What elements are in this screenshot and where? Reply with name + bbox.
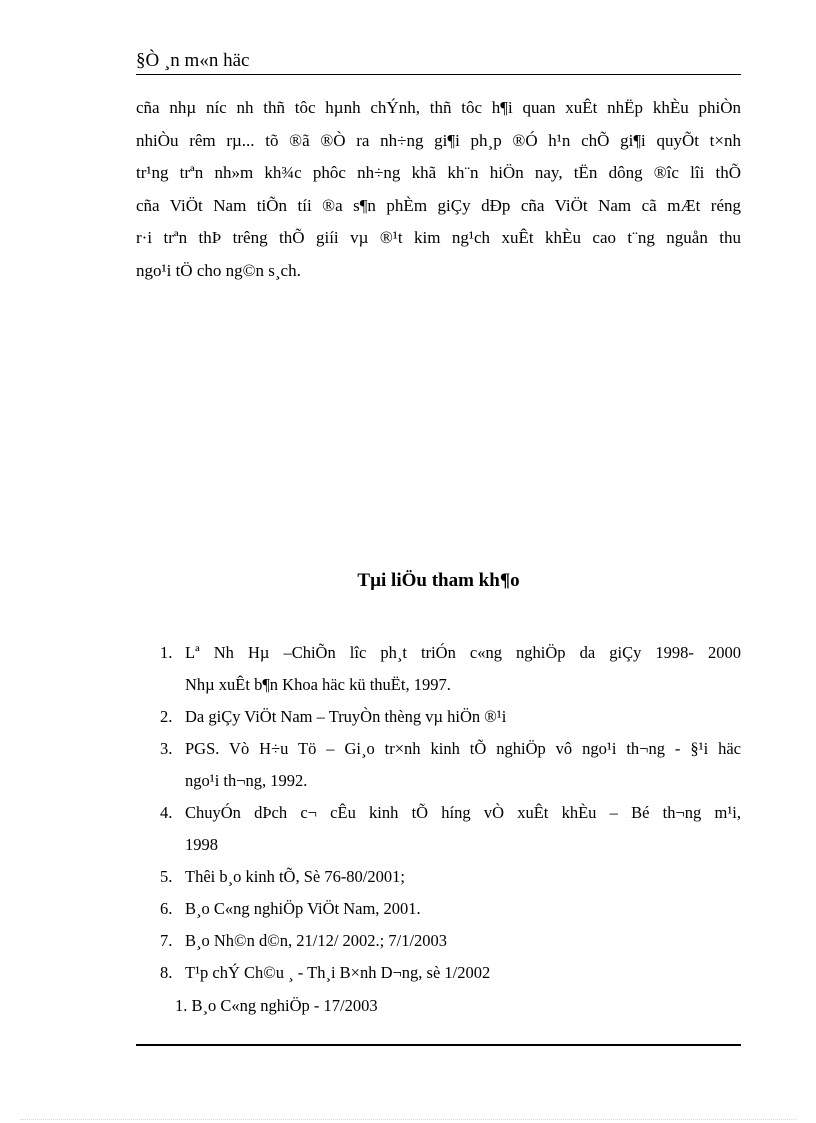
reference-item [160, 733, 741, 797]
reference-text: Da giÇy ViÖt Nam – TruyÒn thèng vµ hiÖn ®¹i [185, 707, 507, 726]
reference-item [160, 957, 741, 989]
reference-item [160, 893, 741, 925]
page-edge-divider [20, 1119, 796, 1120]
footer-rule [136, 1044, 741, 1046]
references-title: Tµi liÖu tham kh¶o [357, 570, 520, 591]
reference-item [160, 861, 741, 893]
reference-text: PGS. Vò H÷u Tö – Gi¸o tr×nh kinh tÕ nghiÖp vô ngo¹i th¬ng - §¹i häc [185, 739, 741, 758]
paragraph-line: cña nhµ níc nh thñ tôc hµnh chÝnh, thñ tôc h¶i quan xuÊt nhËp khÈu phiÒn [136, 98, 741, 117]
reference-extra-item: 1. B¸o C«ng nghiÖp - 17/2003 [175, 996, 378, 1015]
reference-number: 4. [160, 803, 173, 822]
reference-text: ngo¹i th¬ng, 1992. [185, 771, 308, 790]
reference-text: ChuyÓn dÞch c¬ cÊu kinh tÕ híng vÒ xuÊt khÈu – Bé th¬ng m¹i, [185, 803, 741, 822]
reference-item [160, 637, 741, 701]
reference-number: 8. [160, 963, 173, 982]
reference-number: 3. [160, 739, 173, 758]
reference-number: 2. [160, 707, 173, 726]
reference-text: 1998 [185, 835, 218, 854]
reference-item [160, 925, 741, 957]
reference-item [160, 797, 741, 861]
paragraph-line: tr¹ng trªn nh»m kh¾c phôc nh÷ng khã kh¨n hiÖn nay, tËn dông ®îc lîi thÕ [136, 163, 741, 183]
paragraph-line: ngo¹i tÖ cho ng©n s¸ch. [136, 260, 301, 280]
reference-number: 1. [160, 643, 173, 662]
reference-item [160, 701, 741, 733]
reference-text: B¸o Nh©n d©n, 21/12/ 2002.; 7/1/2003 [185, 931, 448, 950]
document-header [136, 50, 741, 75]
reference-number: 7. [160, 931, 173, 950]
reference-text: Lª Nh Hµ –ChiÕn lîc ph¸t triÓn c«ng nghiÖp da giÇy 1998- 2000 [185, 643, 741, 662]
paragraph-line: cña ViÖt Nam tiÕn tíi ®a s¶n phÈm giÇy dÐp cña ViÖt Nam cã mÆt réng [136, 195, 741, 215]
reference-text: Nhµ xuÊt b¶n Khoa häc kü thuËt, 1997. [185, 675, 451, 694]
paragraph-line: r·i trªn thÞ trêng thÕ giíi vµ ®¹t kim ng¹ch xuÊt khÈu cao t¨ng nguån thu [136, 228, 741, 248]
header-title: §Ò ¸n m«n häc [136, 50, 250, 71]
body-paragraph [136, 92, 741, 288]
reference-number: 5. [160, 867, 173, 886]
paragraph-line: nhiÒu rêm rµ... tõ ®ã ®Ò ra nh÷ng gi¶i ph¸p ®Ó h¹n chÕ gi¶i quyÕt t×nh [136, 130, 741, 150]
reference-number: 6. [160, 899, 173, 918]
reference-text: B¸o C«ng nghiÖp ViÖt Nam, 2001. [185, 899, 421, 918]
reference-text: Thêi b¸o kinh tÕ, Sè 76-80/2001; [185, 867, 405, 886]
references-list [160, 637, 741, 989]
reference-text: T¹p chÝ Ch©u ¸ - Th¸i B×nh D¬ng, sè 1/2002 [185, 963, 491, 982]
